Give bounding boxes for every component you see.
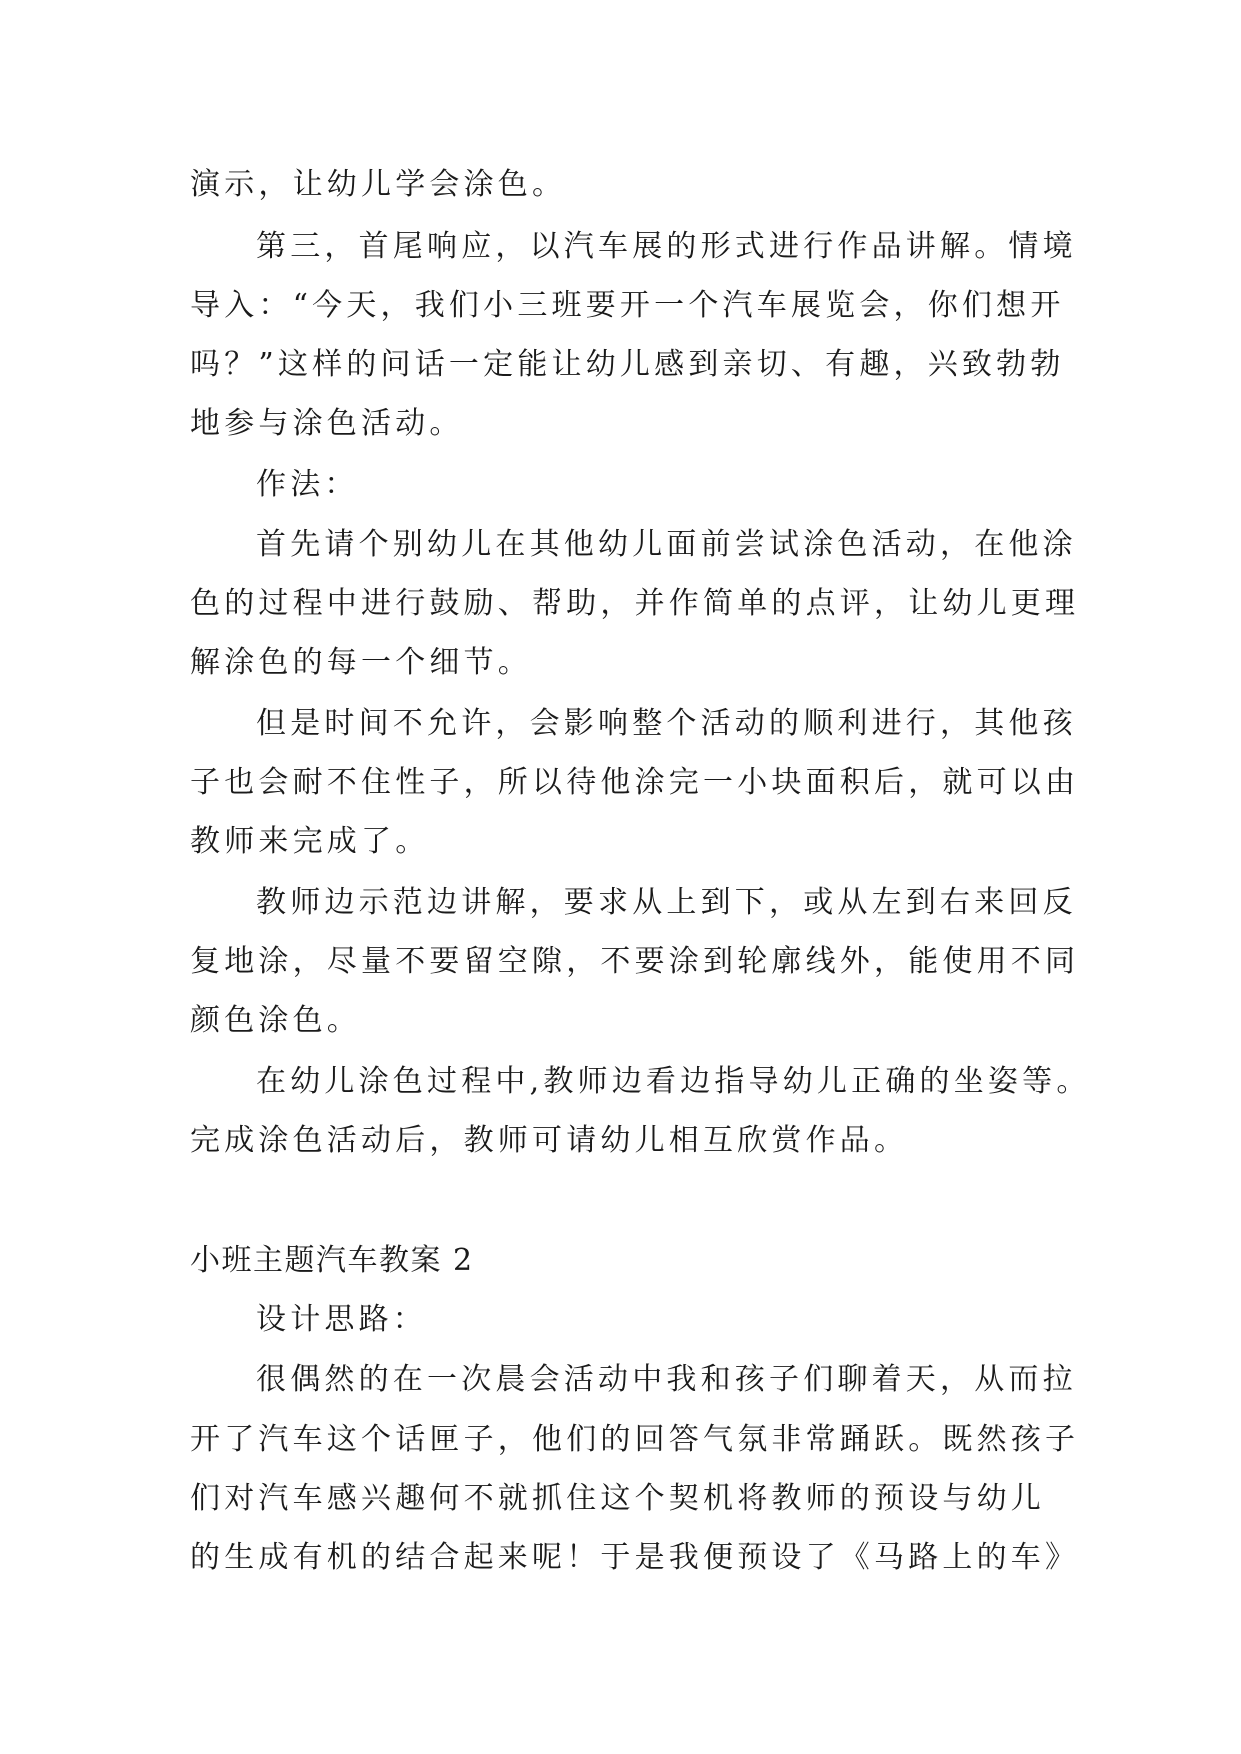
text-line: 设计思路：: [256, 1302, 427, 1337]
text-line: 在幼儿涂色过程中,教师边看边指导幼儿正确的坐姿等。: [256, 1064, 1091, 1099]
text-line: 的生成有机的结合起来呢！于是我便预设了《马路上的车》: [190, 1540, 1080, 1575]
text-line: 导入：“今天，我们小三班要开一个汽车展览会，你们想开: [190, 288, 1065, 323]
text-line: 色的过程中进行鼓励、帮助，并作简单的点评，让幼儿更理: [190, 586, 1080, 621]
text-line: 很偶然的在一次晨会活动中我和孩子们聊着天，从而拉: [256, 1362, 1077, 1397]
text-line: 解涂色的每一个细节。: [190, 645, 532, 680]
text-line: 颜色涂色。: [190, 1003, 361, 1038]
text-line: 教师来完成了。: [190, 824, 430, 859]
text-line: 演示，让幼儿学会涂色。: [190, 167, 567, 202]
text-line: 第三，首尾响应，以汽车展的形式进行作品讲解。情境: [256, 229, 1077, 264]
text-line: 作法：: [256, 467, 359, 502]
text-line: 地参与涂色活动。: [190, 406, 464, 441]
text-line: 完成涂色活动后，教师可请幼儿相互欣赏作品。: [190, 1123, 909, 1158]
text-line: 但是时间不允许，会影响整个活动的顺利进行，其他孩: [256, 706, 1077, 741]
text-line: 子也会耐不住性子，所以待他涂完一小块面积后，就可以由: [190, 765, 1080, 800]
text-line: 开了汽车这个话匣子，他们的回答气氛非常踊跃。既然孩子: [190, 1422, 1080, 1457]
text-line: 复地涂，尽量不要留空隙，不要涂到轮廓线外，能使用不同: [190, 944, 1080, 979]
text-line: 首先请个别幼儿在其他幼儿面前尝试涂色活动，在他涂: [256, 527, 1077, 562]
text-line: 教师边示范边讲解，要求从上到下，或从左到右来回反: [256, 885, 1077, 920]
text-line: 吗？”这样的问话一定能让幼儿感到亲切、有趣，兴致勃勃: [190, 347, 1065, 382]
section-title: 小班主题汽车教案 2: [190, 1243, 474, 1278]
text-line: 们对汽车感兴趣何不就抓住这个契机将教师的预设与幼儿: [190, 1481, 1045, 1516]
